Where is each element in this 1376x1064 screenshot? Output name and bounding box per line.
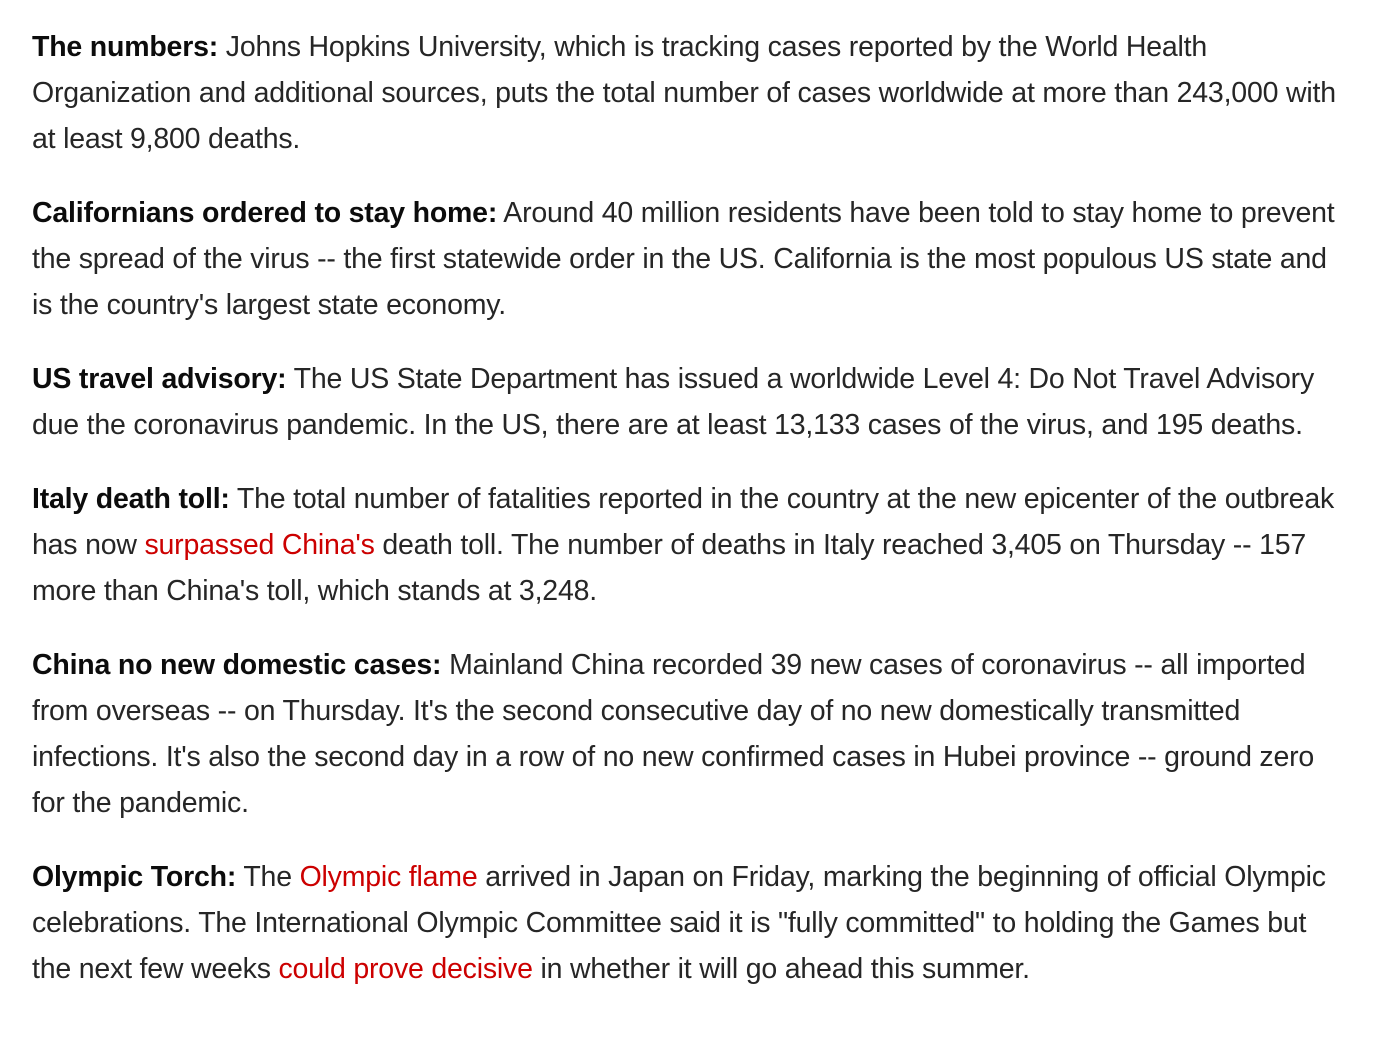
paragraph-china-cases	[32, 642, 1344, 826]
olympic-flame-link[interactable]: Olympic flame	[299, 861, 478, 893]
paragraph-text: Mainland China recorded 39 new cases of coronavirus -- all imported from overseas -- on Thursday. It's the second consecutive day of no new domestically transmitted infections. It's also the second day in a row of no new confirmed cases in Hubei province -- ground zero for the pandemic.	[32, 649, 1315, 819]
paragraph-lead: China no new domestic cases:	[32, 649, 442, 681]
could-prove-decisive-link[interactable]: could prove decisive	[278, 953, 533, 985]
paragraph-lead: Californians ordered to stay home:	[32, 197, 498, 229]
paragraph-text: The US State Department has issued a worldwide Level 4: Do Not Travel Advisory due the coronavirus pandemic. In the US, there are at least 13,133 cases of the virus, and 195 deaths.	[32, 363, 1315, 441]
paragraph-olympic-torch	[32, 854, 1344, 992]
paragraph-lead: US travel advisory:	[32, 363, 287, 395]
paragraph-text: arrived in Japan on Friday, marking the beginning of official Olympic celebrations. The International Olympic Committee said it is "fully committed" to holding the Games but the next few weeks	[32, 861, 1326, 985]
surpassed-china-link[interactable]: surpassed China's	[144, 529, 375, 561]
paragraph-italy-death-toll	[32, 476, 1344, 614]
paragraph-lead: Olympic Torch:	[32, 861, 237, 893]
paragraph-lead: The numbers:	[32, 31, 219, 63]
paragraph-the-numbers	[32, 24, 1344, 162]
paragraph-text: The	[236, 861, 300, 893]
paragraph-travel-advisory	[32, 356, 1344, 448]
paragraph-text: death toll. The number of deaths in Italy reached 3,405 on Thursday -- 157 more than China's toll, which stands at 3,248.	[32, 529, 1307, 607]
paragraph-text: in whether it will go ahead this summer.	[532, 953, 1030, 985]
paragraph-lead: Italy death toll:	[32, 483, 230, 515]
paragraph-text: Johns Hopkins University, which is tracking cases reported by the World Health Organization and additional sources, puts the total number of cases worldwide at more than 243,000 with at least 9,800 deaths.	[32, 31, 1336, 155]
paragraph-text: The total number of fatalities reported in the country at the new epicenter of the outbreak has now	[32, 483, 1335, 561]
paragraph-text: Around 40 million residents have been told to stay home to prevent the spread of the virus -- the first statewide order in the US. California is the most populous US state and is the country's largest state economy.	[32, 197, 1335, 321]
paragraph-californians	[32, 190, 1344, 328]
